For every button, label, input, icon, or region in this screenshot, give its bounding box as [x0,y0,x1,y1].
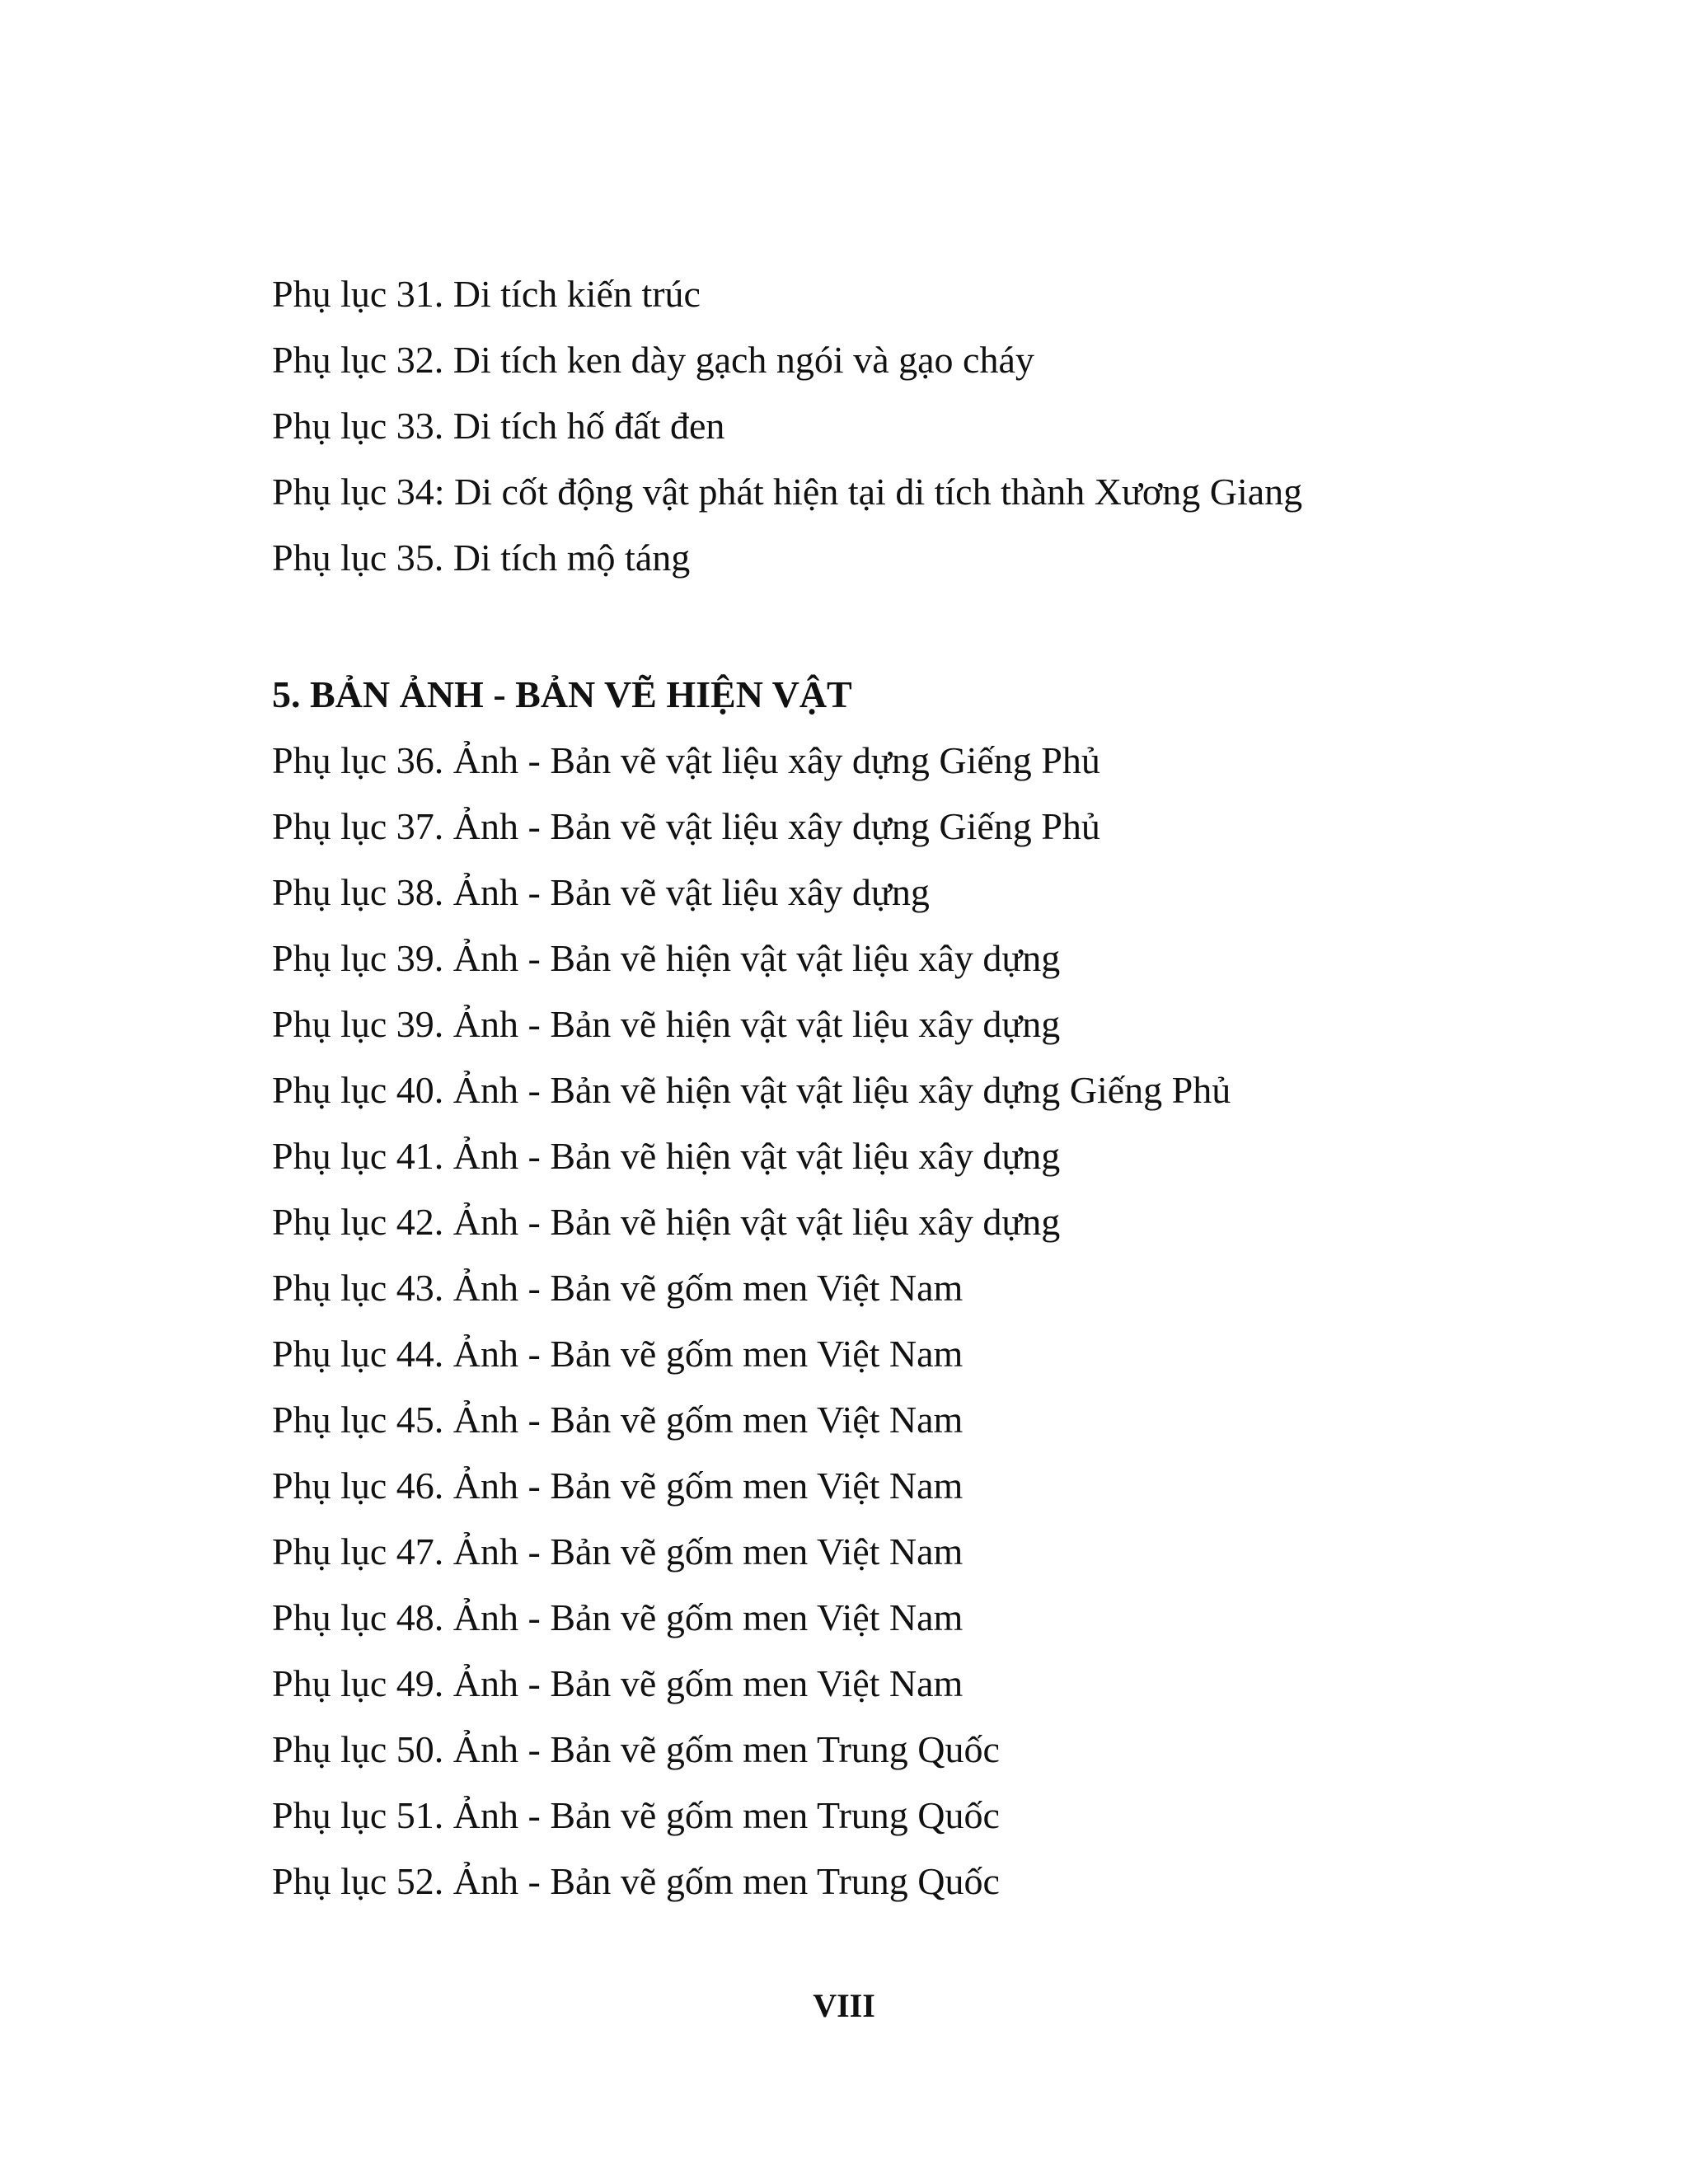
appendix-entry: Phụ lục 32. Di tích ken dày gạch ngói và gạo cháy [272,339,1034,381]
appendix-entry: Phụ lục 46. Ảnh - Bản vẽ gốm men Việt Nam [272,1465,964,1507]
appendix-entry: Phụ lục 37. Ảnh - Bản vẽ vật liệu xây dựng Giếng Phủ [272,805,1100,847]
page-number: VIII [813,1987,875,2024]
appendix-entry: Phụ lục 38. Ảnh - Bản vẽ vật liệu xây dựng [272,871,930,913]
appendix-entry: Phụ lục 47. Ảnh - Bản vẽ gốm men Việt Nam [272,1530,964,1572]
section-heading: 5. BẢN ẢNH - BẢN VẼ HIỆN VẬT [272,673,852,715]
appendix-entry: Phụ lục 39. Ảnh - Bản vẽ hiện vật vật liệu xây dựng [272,1003,1061,1045]
appendix-entry: Phụ lục 39. Ảnh - Bản vẽ hiện vật vật liệu xây dựng [272,937,1061,979]
appendix-list-continued [272,261,1508,591]
appendix-entry: Phụ lục 43. Ảnh - Bản vẽ gốm men Việt Nam [272,1267,964,1309]
appendix-entry: Phụ lục 42. Ảnh - Bản vẽ hiện vật vật liệu xây dựng [272,1201,1061,1243]
appendix-entry: Phụ lục 31. Di tích kiến trúc [272,273,701,315]
appendix-entry: Phụ lục 52. Ảnh - Bản vẽ gốm men Trung Quốc [272,1860,1000,1902]
appendix-entry: Phụ lục 40. Ảnh - Bản vẽ hiện vật vật liệu xây dựng Giếng Phủ [272,1069,1231,1111]
appendix-entry: Phụ lục 45. Ảnh - Bản vẽ gốm men Việt Nam [272,1399,964,1441]
appendix-list-section-5 [272,728,1508,1915]
appendix-entry: Phụ lục 36. Ảnh - Bản vẽ vật liệu xây dựng Giếng Phủ [272,739,1100,781]
appendix-entry: Phụ lục 35. Di tích mộ táng [272,537,691,579]
appendix-entry: Phụ lục 34: Di cốt động vật phát hiện tại di tích thành Xương Giang [272,471,1303,513]
appendix-entry: Phụ lục 50. Ảnh - Bản vẽ gốm men Trung Quốc [272,1728,1000,1770]
appendix-entry: Phụ lục 49. Ảnh - Bản vẽ gốm men Việt Nam [272,1662,964,1704]
appendix-entry: Phụ lục 41. Ảnh - Bản vẽ hiện vật vật liệu xây dựng [272,1135,1061,1177]
appendix-entry: Phụ lục 44. Ảnh - Bản vẽ gốm men Việt Nam [272,1333,964,1375]
appendix-entry: Phụ lục 33. Di tích hố đất đen [272,405,725,447]
appendix-entry: Phụ lục 51. Ảnh - Bản vẽ gốm men Trung Quốc [272,1794,1000,1836]
appendix-entry: Phụ lục 48. Ảnh - Bản vẽ gốm men Việt Nam [272,1596,964,1638]
